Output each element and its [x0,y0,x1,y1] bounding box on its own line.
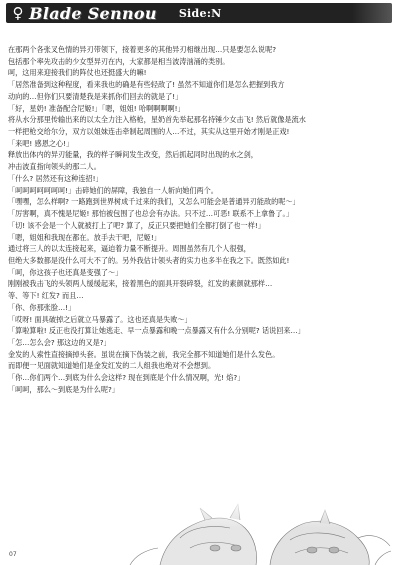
footer-character-illustration [120,498,392,565]
text-line: 「嘿嘿，怎么样啊? 一路跑到世界树成千过来的我们，又怎么可能会是普通异刃能敌的呢～」 [8,197,300,207]
text-line: 「你…你们两个…到底为什么会这样? 现在到底是个什么情况啊，光! 焰?」 [8,373,245,383]
text-line: 动向的…但你们只要清楚我是来抓你们回去的就是了!」 [8,91,183,101]
text-line: 「厉害啊，真不愧是尼姬! 那怕被包围了也总会有办法。只不过…可恶! 联系不上拿鲁了。」 [8,209,294,219]
text-line: 将从水分那里传输出来的以太全力注入格枪，星奶首先举起那名持锤少女击飞! 然后就像是流水 [8,115,306,125]
text-line: 「呵，你这孩子也还真是变强了～」 [8,267,123,277]
text-line: 「怎…怎么会? 那这边的又是?」 [8,337,111,347]
text-line: 「哎呀! 面具破掉之后就立马暴露了。这也还真是失败～」 [8,314,192,324]
text-line: 「切! 该不会是一个人就被打上了吧? 算了，反正只要把她们全都打倒了也一样!」 [8,220,265,230]
text-line: 金发的人索性直接摘掉头套。虽说在摘下伪装之前，我完全都不知道她们是什么发色。 [8,349,280,359]
text-line: 但绝大多数都是没什么可大不了的。另外我估计领头者的实力也多半在我之下。既然如此! [8,255,290,265]
text-line: 在那两个各张叉色情的异刃带领下，接着更多的其他异刃相继出现…只是要怎么说呢? [8,45,276,54]
text-line: 包括那个率先攻击的少女型异刃在内，大家都是相当波涛汹涌的类别。 [8,56,230,66]
text-line: 「居然准备到这种程度，看来我也的确是有些轻敌了! 虽然不知道你们是怎么把握到我方 [8,80,285,90]
text-line: 冲击波直指向领头的那二人。 [8,162,101,172]
text-line: 「呵呵，那么～到底是为什么呢?」 [8,384,119,394]
text-line: 刚刚被我击飞的头领两人缓缓起来，接着黑色的面具开裂碎裂，红发的素颜就那样… [8,279,273,289]
chapter-title: Blade Sennou [29,3,157,23]
text-line: 「来吧! 感恩之心!」 [8,138,74,148]
text-line: 「嗯，姐姐和我现在都在。放手去干吧，尼姬!」 [8,232,161,242]
text-line: 一样把枪交给尔分，双方以姐妹连击牵制起周围的人…不过，其实从这里开始才刚是正戏! [8,127,290,137]
text-line: 「什么? 居然还有这种连招!」 [8,173,103,183]
text-line: 「算啦算啦! 反正也没打算让她逃走、早一点暴露和晚一点暴露又有什么分别呢? 话说回来…」 [8,326,305,336]
text-line: 等、等下! 红发? 而且… [8,291,84,301]
story-text-block [8,44,394,396]
text-line: 而即便一见面就知道她们是金发红发的二人组我也绝对不会想到。 [8,361,216,371]
text-line: 「好，星奶! 准备配合尼姬!」「嗯，姐姐! 哈啊啊啊啊!」 [8,103,185,113]
text-line: 通过将三人的以太连接起来，逼迫着力量不断提升。周围虽然有几个人很强， [8,244,251,254]
female-symbol-icon: ♀ [12,4,24,22]
page-number: 07 [9,551,17,558]
chapter-header-banner [6,3,392,23]
chapter-side-label: Side:N [178,6,222,20]
text-line: 释放出体内的异刃能量，我的样子瞬间发生改变，然后抓起同时出现的水之剑， [8,150,258,160]
header-fade-decoration [352,3,392,23]
text-line: 呵，这用来迎接我们的阵仗也还挺盛大的嘛! [8,68,147,78]
text-line: 「呵呵呵呵呵呵呵!」击碎她们的屏障，我独自一人斩向她们两个。 [8,185,218,195]
text-line: 「你、你那张脸…!」 [8,302,76,312]
